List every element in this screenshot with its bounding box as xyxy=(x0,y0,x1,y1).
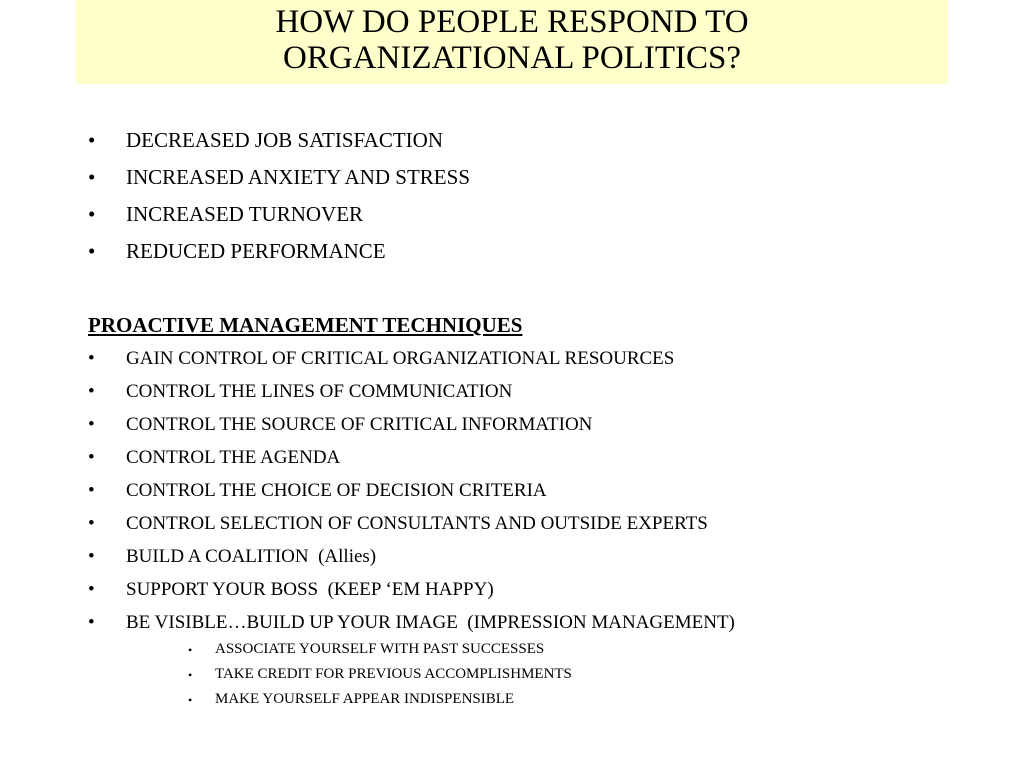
slide-title-line-2: ORGANIZATIONAL POLITICS? xyxy=(283,40,741,76)
technique-text: CONTROL THE AGENDA xyxy=(126,447,341,468)
bullet: • xyxy=(188,643,193,657)
response-text: DECREASED JOB SATISFACTION xyxy=(126,128,443,152)
technique-text: CONTROL THE CHOICE OF DECISION CRITERIA xyxy=(126,480,547,501)
bullet: • xyxy=(88,239,96,263)
bullet: • xyxy=(88,128,96,152)
bullet: • xyxy=(88,202,96,226)
bullet: • xyxy=(188,693,193,707)
technique-text: SUPPORT YOUR BOSS (KEEP ‘EM HAPPY) xyxy=(126,579,494,600)
bullet: • xyxy=(88,381,95,402)
bullet: • xyxy=(88,165,96,189)
technique-text: CONTROL THE SOURCE OF CRITICAL INFORMATION xyxy=(126,414,593,435)
bullet: • xyxy=(88,447,95,468)
technique-text: CONTROL SELECTION OF CONSULTANTS AND OUTSIDE EXPERTS xyxy=(126,513,708,534)
technique-text: BUILD A COALITION (Allies) xyxy=(126,546,377,567)
sub-technique-text: MAKE YOURSELF APPEAR INDISPENSIBLE xyxy=(215,691,515,707)
sub-technique-text: TAKE CREDIT FOR PREVIOUS ACCOMPLISHMENTS xyxy=(215,666,572,682)
bullet: • xyxy=(88,414,95,435)
bullet: • xyxy=(188,668,193,682)
bullet: • xyxy=(88,480,95,501)
technique-text: CONTROL THE LINES OF COMMUNICATION xyxy=(126,381,513,402)
slide-title-line-1: HOW DO PEOPLE RESPOND TO xyxy=(275,4,749,40)
response-text: REDUCED PERFORMANCE xyxy=(126,239,386,263)
technique-text: GAIN CONTROL OF CRITICAL ORGANIZATIONAL RESOURCES xyxy=(126,348,675,369)
bullet: • xyxy=(88,612,95,633)
bullet: • xyxy=(88,579,95,600)
bullet: • xyxy=(88,348,95,369)
section-heading: PROACTIVE MANAGEMENT TECHNIQUES xyxy=(88,313,523,337)
technique-text: BE VISIBLE…BUILD UP YOUR IMAGE (IMPRESSION MANAGEMENT) xyxy=(126,612,735,633)
response-text: INCREASED TURNOVER xyxy=(126,202,364,226)
sub-technique-text: ASSOCIATE YOURSELF WITH PAST SUCCESSES xyxy=(215,641,545,657)
response-text: INCREASED ANXIETY AND STRESS xyxy=(126,165,470,189)
bullet: • xyxy=(88,513,95,534)
bullet: • xyxy=(88,546,95,567)
